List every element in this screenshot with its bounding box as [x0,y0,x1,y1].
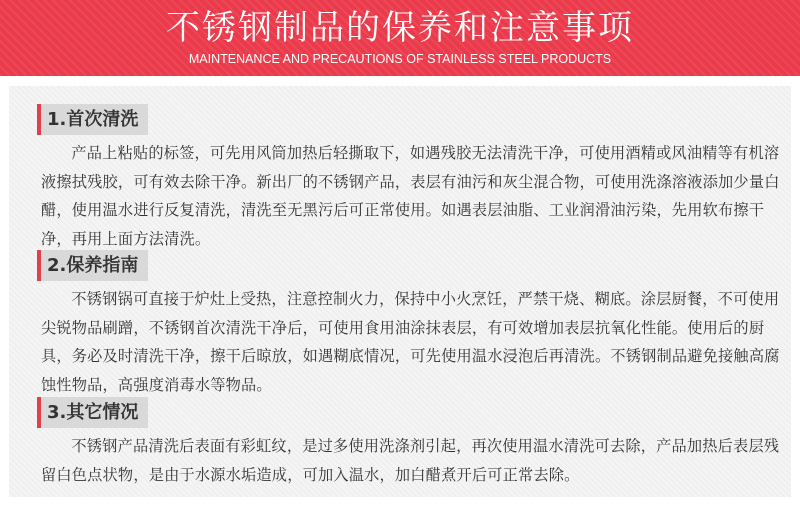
section-heading: 2.保养指南 [37,250,148,281]
title-banner [0,0,800,76]
section-body: 不锈钢产品清洗后表面有彩虹纹，是过多使用洗涤剂引起，再次使用温水清洗可去除，产品加热后表层残留白色点状物，是由于水源水垢造成，可加入温水，加白醋煮开后可正常去除。 [41,437,780,484]
page-title: 不锈钢制品的保养和注意事项 [166,8,634,48]
section-heading: 1.首次清洗 [37,104,148,135]
section-body: 产品上粘贴的标签，可先用风筒加热后轻撕取下，如遇残胶无法清洗干净，可使用酒精或风油精等有机溶液擦拭残胶，可有效去除干净。新出厂的不锈钢产品，表层有油污和灰尘混合物，可使用洗涤溶液添加少量白醋，使用温水进行反复清洗，清洗至无黑污后可正常使用。如遇表层油脂、工业润滑油污染，先用软布擦干净，再用上面方法清洗。 [41,144,780,248]
page-subtitle: MAINTENANCE AND PRECAUTIONS OF STAINLESS STEEL PRODUCTS [188,52,612,66]
content-panel [9,86,791,497]
section-heading: 3.其它情况 [37,397,148,428]
section-body: 不锈钢锅可直接于炉灶上受热，注意控制火力，保持中小火烹饪，严禁干烧、糊底。涂层厨餐，不可使用尖锐物品刷蹭，不锈钢首次清洗干净后，可使用食用油涂抹表层，有可效增加表层抗氧化性能。使用后的厨具，务必及时清洗干净，擦干后晾放，如遇糊底情况，可先使用温水浸泡后再清洗。不锈钢制品避免接触高腐蚀性物品，高强度消毒水等物品。 [41,290,780,394]
